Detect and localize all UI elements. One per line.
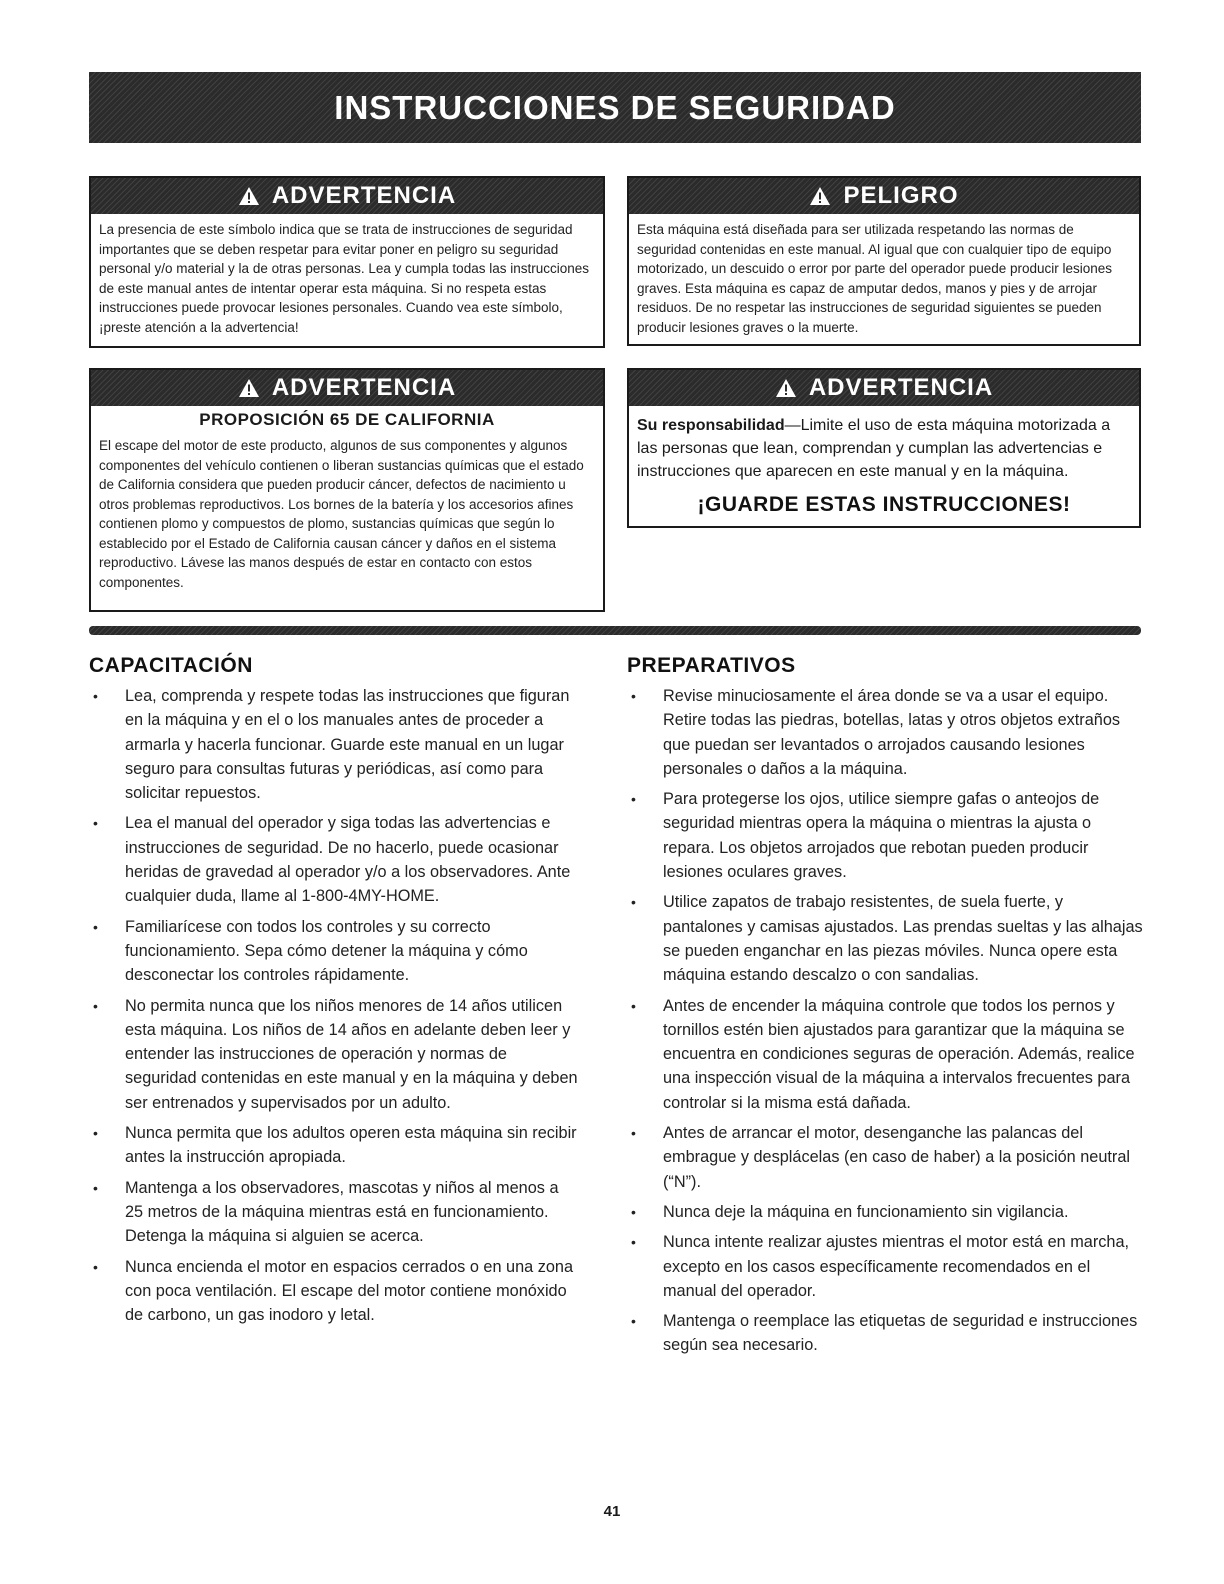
list-item: • Utilice zapatos de trabajo resistentes, de suela fuerte, y pantalones y camisas ajustados. Las prendas sueltas y las alhajas se pueden enganchar en las piezas móviles. Nunca opere esta máquina estando descalzo o con sandalias. — [627, 890, 1147, 987]
list-item: • Nunca intente realizar ajustes mientras el motor está en marcha, excepto en los casos específicamente recomendados en el manual del operador. — [627, 1230, 1147, 1303]
preparation-title: PREPARATIVOS — [627, 654, 796, 677]
list-item: • Nunca permita que los adultos operen esta máquina sin recibir antes la instrucción apropiada. — [89, 1121, 579, 1170]
warning-triangle-icon — [238, 186, 260, 206]
list-item: • Antes de arrancar el motor, desenganche las palancas del embrague y desplácelas (en caso de haber) a la posición neutral (“N”). — [627, 1121, 1147, 1194]
responsibility-body: —Limite el uso de esta máquina motorizada a las personas que lean, comprendan y cumplan las advertencias e instrucciones que aparecen en este manual y en la máquina. — [637, 417, 1111, 480]
list-item: • No permita nunca que los niños menores de 14 años utilicen esta máquina. Los niños de 14 años en adelante deben leer y entender las instrucciones de operación y normas de seguridad contenidas en este manual y en la máquina y deben ser entrenados y supervisados por un adulto. — [89, 994, 579, 1115]
training-title: CAPACITACIÓN — [89, 654, 253, 677]
prop65-warning-box — [89, 368, 605, 612]
responsibility-header — [629, 370, 1139, 406]
danger-heading: PELIGRO — [843, 182, 959, 209]
list-item: • Lea el manual del operador y siga todas las advertencias e instrucciones de seguridad. De no hacerlo, puede ocasionar heridas de gravedad al operador y/o a los observadores. Ante cualquier duda, llame al 1-800-4MY-HOME. — [89, 811, 579, 908]
main-title-banner — [89, 72, 1141, 143]
page-number: 41 — [603, 1503, 621, 1520]
warning-text: La presencia de este símbolo indica que se trata de instrucciones de seguridad importantes que se deben respetar para evitar poner en peligro su seguridad personal y/o material y la de otras personas. Lea y cumpla todas las instrucciones de este manual antes de intentar operar esta máquina. Si no respeta estas instrucciones puede provocar lesiones personales. Cuando vea este símbolo, ¡preste atención a la advertencia! — [99, 222, 590, 335]
responsibility-heading: ADVERTENCIA — [808, 374, 994, 401]
page-title: INSTRUCCIONES DE SEGURIDAD — [334, 88, 896, 126]
warning-triangle-icon — [238, 378, 260, 398]
list-item: • Para protegerse los ojos, utilice siempre gafas o anteojos de seguridad mientras opera la máquina o mientras la ajusta o repara. Los objetos arrojados que rebotan pueden producir lesiones oculares graves. — [627, 787, 1147, 884]
prop65-header — [91, 370, 603, 406]
list-item: • Antes de encender la máquina controle que todos los pernos y tornillos estén bien ajustados para garantizar que la máquina se encuentra en condiciones seguras de operación. Además, realice una inspección visual de la máquina a intervalos frecuentes para controlar si la misma está dañada. — [627, 994, 1147, 1115]
training-list — [89, 684, 579, 1327]
section-divider — [89, 626, 1141, 635]
danger-text: Esta máquina está diseñada para ser utilizada respetando las normas de seguridad contenidas en este manual. Al igual que con cualquier tipo de equipo motorizado, un descuido o error por parte del operador puede producir lesiones graves. Esta máquina es capaz de amputar dedos, manos y pies y de arrojar residuos. De no respetar las instrucciones de seguridad siguientes se pueden producir lesiones graves o la muerte. — [637, 222, 1113, 335]
training-section — [89, 654, 579, 1333]
warning-heading: ADVERTENCIA — [271, 182, 457, 209]
preparation-list — [627, 684, 1147, 1358]
responsibility-text — [629, 406, 1139, 487]
prop65-subtitle: PROPOSICIÓN 65 DE CALIFORNIA — [199, 410, 495, 429]
responsibility-lead: Su responsabilidad — [637, 417, 785, 434]
list-item: • Mantenga o reemplace las etiquetas de seguridad e instrucciones según sea necesario. — [627, 1309, 1147, 1358]
list-item: • Lea, comprenda y respete todas las instrucciones que figuran en la máquina y en el o los manuales antes de proceder a armarla y hacerla funcionar. Guarde este manual en un lugar seguro para consultas futuras y periódicas, así como para solicitar repuestos. — [89, 684, 579, 805]
warning-triangle-icon — [809, 186, 831, 206]
list-item: • Mantenga a los observadores, mascotas y niños al menos a 25 metros de la máquina mientras está en funcionamiento. Detenga la máquina si alguien se acerca. — [89, 1176, 579, 1249]
warning-triangle-icon — [775, 378, 797, 398]
responsibility-warning-box — [627, 368, 1141, 528]
warning-header — [91, 178, 603, 214]
warning-symbol-box — [89, 176, 605, 348]
prop65-text: El escape del motor de este producto, algunos de sus componentes y algunos componentes del vehículo contienen o liberan sustancias químicas que el estado de California considera que pueden producir cáncer, defectos de nacimiento u otros problemas reproductivos. Los bornes de la batería y los accesorios afines contienen plomo y compuestos de plomo, sustancias químicas que según lo establecido por el Estado de California causan cáncer y daños en el sistema reproductivo. Lávese las manos después de estar en contacto con estos componentes. — [99, 438, 584, 590]
list-item: • Revise minuciosamente el área donde se va a usar el equipo. Retire todas las piedras, botellas, latas y otros objetos extraños que puedan ser levantados o arrojados causando lesiones personales o daños a la máquina. — [627, 684, 1147, 781]
list-item: • Nunca encienda el motor en espacios cerrados o en una zona con poca ventilación. El escape del motor contiene monóxido de carbono, un gas inodoro y letal. — [89, 1255, 579, 1328]
list-item: • Nunca deje la máquina en funcionamiento sin vigilancia. — [627, 1200, 1147, 1224]
save-instructions-callout: ¡GUARDE ESTAS INSTRUCCIONES! — [697, 493, 1071, 516]
list-item: • Familiarícese con todos los controles y su correcto funcionamiento. Sepa cómo detener la máquina y cómo desconectar los controles rápidamente. — [89, 915, 579, 988]
danger-header — [629, 178, 1139, 214]
preparation-section — [627, 654, 1147, 1364]
prop65-heading: ADVERTENCIA — [271, 374, 457, 401]
danger-box — [627, 176, 1141, 346]
